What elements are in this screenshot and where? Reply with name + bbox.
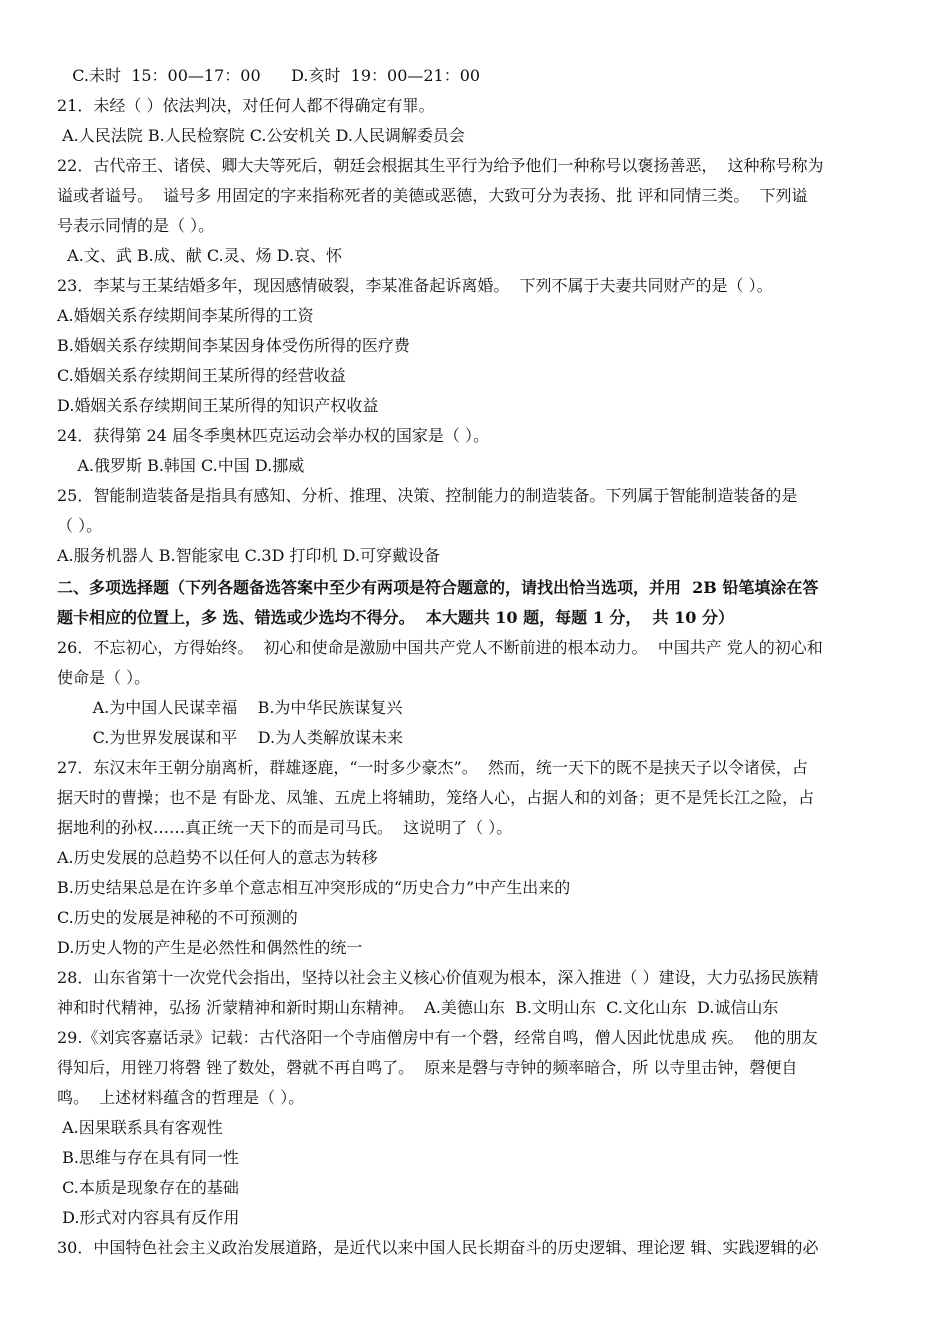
options-21: A.人民法院 B.人民检察院 C.公安机关 D.人民调解委员会 (57, 126, 465, 145)
text-line: 据地利的孙权……真正统一天下的而是司马氏。 这说明了（ ）。 (57, 818, 513, 837)
text-line: （ ）。 (57, 516, 103, 535)
options-26: A.为中国人民谋幸福 B.为中华民族谋复兴 (57, 698, 403, 717)
question-29: 29.《刘宾客嘉话录》记载：古代洛阳一个寺庙僧房中有一个磬，经常自鸣，僧人因此忧患成 疾。 他的朋友 (57, 1028, 818, 1047)
options-25: A.服务机器人 B.智能家电 C.3D 打印机 D.可穿戴设备 (57, 546, 440, 565)
option-29-a: A.因果联系具有客观性 (57, 1118, 223, 1137)
option-27-d: D.历史人物的产生是必然性和偶然性的统一 (57, 938, 363, 957)
options-26: C.为世界发展谋和平 D.为人类解放谋未来 (57, 728, 404, 747)
text-line: 神和时代精神，弘扬 沂蒙精神和新时期山东精神。 A.美德山东 B.文明山东 C.文化山东 D.诚信山东 (57, 998, 779, 1017)
section-heading: 题卡相应的位置上，多 选、错选或少选均不得分。 本大题共 10 题，每题 1 分， 共 10 分） (57, 608, 734, 627)
text-line: 号表示同情的是（ ）。 (57, 216, 215, 235)
question-21: 21．未经（ ）依法判决，对任何人都不得确定有罪。 (57, 96, 435, 115)
option-29-d: D.形式对内容具有反作用 (57, 1208, 240, 1227)
question-25: 25．智能制造装备是指具有感知、分析、推理、决策、控制能力的制造装备。下列属于智能制造装备的是 (57, 486, 798, 505)
options-24: A.俄罗斯 B.韩国 C.中国 D.挪威 (57, 456, 305, 475)
text-line: 谥或者谥号。 谥号多 用固定的字来指称死者的美德或恶德，大致可分为表扬、批 评和同情三类。 下列谥 (57, 186, 808, 205)
section-heading: 二、多项选择题（下列各题备选答案中至少有两项是符合题意的，请找出恰当选项，并用 2B 铅笔填涂在答 (57, 578, 819, 597)
question-22: 22．古代帝王、诸侯、卿大夫等死后，朝廷会根据其生平行为给予他们一种称号以褒扬善恶， 这种称号称为 (57, 156, 824, 175)
option-27-b: B.历史结果总是在许多单个意志相互冲突形成的“历史合力”中产生出来的 (57, 878, 571, 897)
option-27-a: A.历史发展的总趋势不以任何人的意志为转移 (57, 848, 378, 867)
option-23-d: D.婚姻关系存续期间王某所得的知识产权收益 (57, 396, 379, 415)
text-line: C.未时 15：00—17：00 D.亥时 19：00—21：00 (57, 66, 481, 85)
options-22: A.文、武 B.成、献 C.灵、炀 D.哀、怀 (57, 246, 343, 265)
text-line: 使命是（ ）。 (57, 668, 151, 687)
question-27: 27．东汉末年王朝分崩离析，群雄逐鹿，“一时多少豪杰”。 然而，统一天下的既不是挟天子以令诸侯，占 (57, 758, 808, 777)
text-line: 鸣。 上述材料蕴含的哲理是（ ）。 (57, 1088, 305, 1107)
option-27-c: C.历史的发展是神秘的不可预测的 (57, 908, 298, 927)
question-24: 24．获得第 24 届冬季奥林匹克运动会举办权的国家是（ ）。 (57, 426, 489, 445)
question-23: 23．李某与王某结婚多年，现因感情破裂，李某准备起诉离婚。 下列不属于夫妻共同财产的是（ ）。 (57, 276, 773, 295)
option-29-b: B.思维与存在具有同一性 (57, 1148, 239, 1167)
question-26: 26．不忘初心，方得始终。 初心和使命是激励中国共产党人不断前进的根本动力。 中国共产 党人的初心和 (57, 638, 823, 657)
text-line: 据天时的曹操；也不是 有卧龙、凤雏、五虎上将辅助，笼络人心，占据人和的刘备；更不是凭长江之险，占 (57, 788, 815, 807)
text-line: 得知后，用锉刀将磬 锉了数处，磬就不再自鸣了。 原来是磬与寺钟的频率暗合，所 以寺里击钟，磬便自 (57, 1058, 798, 1077)
option-23-c: C.婚姻关系存续期间王某所得的经营收益 (57, 366, 346, 385)
option-29-c: C.本质是现象存在的基础 (57, 1178, 239, 1197)
option-23-a: A.婚姻关系存续期间李某所得的工资 (57, 306, 314, 325)
question-30: 30．中国特色社会主义政治发展道路，是近代以来中国人民长期奋斗的历史逻辑、理论逻 辑、实践逻辑的必 (57, 1238, 819, 1257)
option-23-b: B.婚姻关系存续期间李某因身体受伤所得的医疗费 (57, 336, 410, 355)
question-28: 28．山东省第十一次党代会指出，坚持以社会主义核心价值观为根本，深入推进（ ）建设，大力弘扬民族精 (57, 968, 819, 987)
